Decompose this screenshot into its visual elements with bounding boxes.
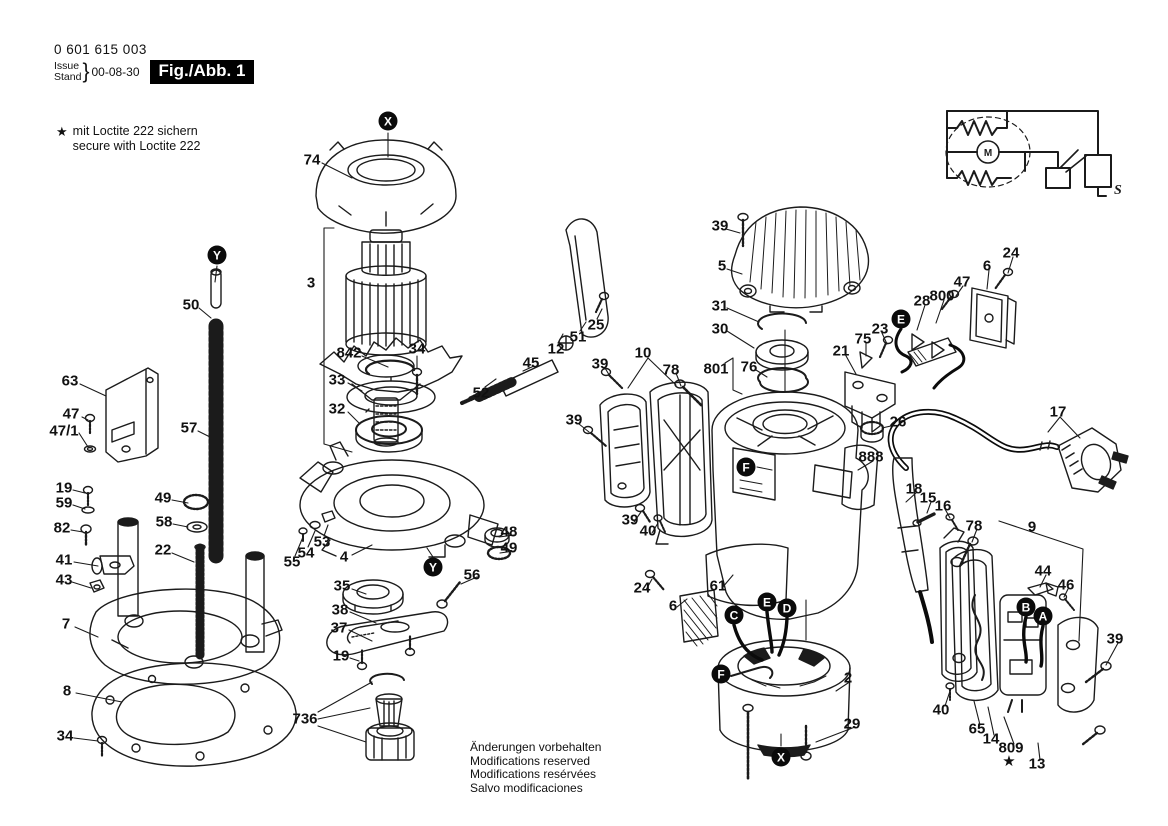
part-callout-61: 61 [709,577,727,595]
part-callout-56: 56 [463,566,481,584]
part-callout-5: 5 [717,257,727,275]
clip-75 [860,352,872,368]
loctite-star-marker: ★ [1002,753,1016,770]
knob-49-washer-58 [184,495,208,532]
part-callout-14: 14 [982,730,1000,748]
part-callout-33: 33 [328,371,346,389]
part-callout-15: 15 [919,489,937,507]
part-callout-46: 46 [1057,576,1075,594]
part-callout-32: 32 [328,400,346,418]
section-marker-E: E [892,310,911,329]
part-callout-4: 4 [339,548,349,566]
modifications-note [470,741,601,795]
part-callout-3: 3 [306,274,316,292]
part-callout-9: 9 [1027,518,1037,536]
section-marker-A: A [1034,607,1053,626]
part-callout-17: 17 [1049,403,1067,421]
section-marker-D: D [778,599,797,618]
section-marker-X: X [379,112,398,131]
screws-29 [743,705,811,781]
ring-31-bearing-30-washer-76 [756,313,808,392]
part-callout-43: 43 [55,571,73,589]
part-callout-48: 48 [500,523,518,541]
part-callout-34: 34 [56,727,74,745]
part-callout-8: 8 [62,682,72,700]
part-callout-78: 78 [965,517,983,535]
issue-date: 00-08-30 [91,65,140,79]
part-callout-55: 55 [283,553,301,571]
part-callout-31: 31 [711,297,729,315]
drawing-header [54,42,254,84]
part-callout-39: 39 [711,217,729,235]
part-callout-28: 28 [913,292,931,310]
section-marker-Y: Y [424,558,443,577]
loctite-note-en: secure with Loctite 222 [72,139,201,153]
part-callout-801: 801 [703,360,729,378]
part-callout-24: 24 [633,579,651,597]
section-marker-X: X [772,748,791,767]
power-cord-17 [891,412,1128,492]
brace-glyph: } [82,60,90,83]
part-callout-45: 45 [522,354,540,372]
part-callout-41: 41 [55,551,73,569]
snap-ring-842 [366,361,414,374]
part-callout-59: 59 [55,494,73,512]
part-callout-7: 7 [61,615,71,633]
part-callout-47-1: 47/1 [49,422,79,440]
part-callout-35: 35 [333,577,351,595]
part-callout-19: 19 [332,647,350,665]
part-callout-65: 65 [968,720,986,738]
part-callout-18: 18 [905,480,923,498]
part-callout-10: 10 [634,344,652,362]
part-callout-40: 40 [639,522,657,540]
screw-34a [413,369,422,395]
part-callout-40: 40 [932,701,950,719]
part-callout-78: 78 [662,361,680,379]
part-callout-800: 800 [929,287,955,305]
stand-label: Stand [54,71,82,83]
part-callout-25: 25 [587,316,605,334]
modifications-line-fr: Modifications resérvées [470,767,597,781]
screws-vent [584,369,703,591]
part-callout-47: 47 [62,405,80,423]
part-callout-49: 49 [500,539,518,557]
bracket-21 [845,337,895,433]
circuit-switch-label: S [1114,183,1122,198]
section-marker-E: E [758,593,777,612]
part-callout-6: 6 [668,597,678,615]
section-marker-B: B [1017,598,1036,617]
guide-pin-50 [211,269,221,308]
part-callout-736: 736 [292,710,318,728]
part-callout-12: 12 [547,340,565,358]
modifications-line-es: Salvo modificaciones [470,780,583,795]
part-callout-75: 75 [854,330,872,348]
part-callout-54: 54 [297,544,315,562]
section-marker-F: F [712,665,731,684]
part-callout-37: 37 [330,619,348,637]
vent-cover-right [650,382,712,544]
part-callout-13: 13 [1028,755,1046,773]
part-callout-39: 39 [621,511,639,529]
part-callout-39: 39 [1106,630,1124,648]
modifications-line-de: Änderungen vorbehalten [470,740,602,754]
bracket-63 [106,368,158,462]
part-callout-44: 44 [1034,562,1052,580]
part-callout-30: 30 [711,320,729,338]
part-callout-53: 53 [313,533,331,551]
part-callout-47: 47 [953,273,971,291]
fan-baffle-74 [316,140,456,233]
section-marker-F: F [737,458,756,477]
part-callout-24: 24 [1002,244,1020,262]
circuit-motor-label: M [983,148,993,159]
star-icon: ★ [56,124,68,139]
part-callout-2: 2 [843,669,853,687]
part-callout-57: 57 [180,419,198,437]
part-callout-23: 23 [871,320,889,338]
collet-736 [366,674,414,760]
circuit-diagram [946,111,1111,196]
part-callout-21: 21 [832,342,850,360]
part-callout-63: 63 [61,372,79,390]
part-callout-50: 50 [182,296,200,314]
part-callout-82: 82 [53,519,71,537]
screw-56 [437,582,460,608]
part-callout-39: 39 [591,355,609,373]
depth-stop-parts [81,487,134,593]
part-callout-76: 76 [740,358,758,376]
part-callout-22: 22 [154,541,172,559]
part-callout-842: 842 [336,344,362,362]
bearing-32 [356,416,422,452]
part-callout-19: 19 [55,479,73,497]
part-callout-49: 49 [154,489,172,507]
type-number: 0 601 615 003 [54,42,147,57]
switch-cover-13 [1058,617,1111,745]
part-callout-809: 809 [998,739,1024,757]
locknut-35 [343,580,403,614]
base-casting-7 [90,589,282,684]
issue-label: Issue [54,60,80,72]
figure-label: Fig./Abb. 1 [150,60,255,84]
clamp-lever-51 [462,219,609,403]
part-callout-26: 26 [889,413,907,431]
part-callout-6: 6 [982,257,992,275]
part-callout-52: 52 [472,384,490,402]
part-callout-34: 34 [408,340,426,358]
screw-47-washer-471 [85,415,96,453]
part-callout-38: 38 [331,601,349,619]
section-marker-Y: Y [208,246,227,265]
part-callout-888: 888 [858,448,884,466]
motor-cap-5 [732,207,869,312]
sub-base-8 [92,663,296,766]
section-marker-C: C [725,606,744,625]
part-callout-39: 39 [565,411,583,429]
loctite-note [56,124,201,154]
washer-33 [347,377,435,413]
modifications-line-en: Modifications reserved [470,753,591,768]
part-callout-74: 74 [303,151,321,169]
part-callout-16: 16 [934,497,952,515]
part-callout-51: 51 [569,328,587,346]
part-callout-29: 29 [843,715,861,733]
window-61 [706,544,788,605]
vent-cover-left [600,394,650,507]
loctite-note-de: mit Loctite 222 sichern [72,124,198,138]
part-callout-58: 58 [155,513,173,531]
